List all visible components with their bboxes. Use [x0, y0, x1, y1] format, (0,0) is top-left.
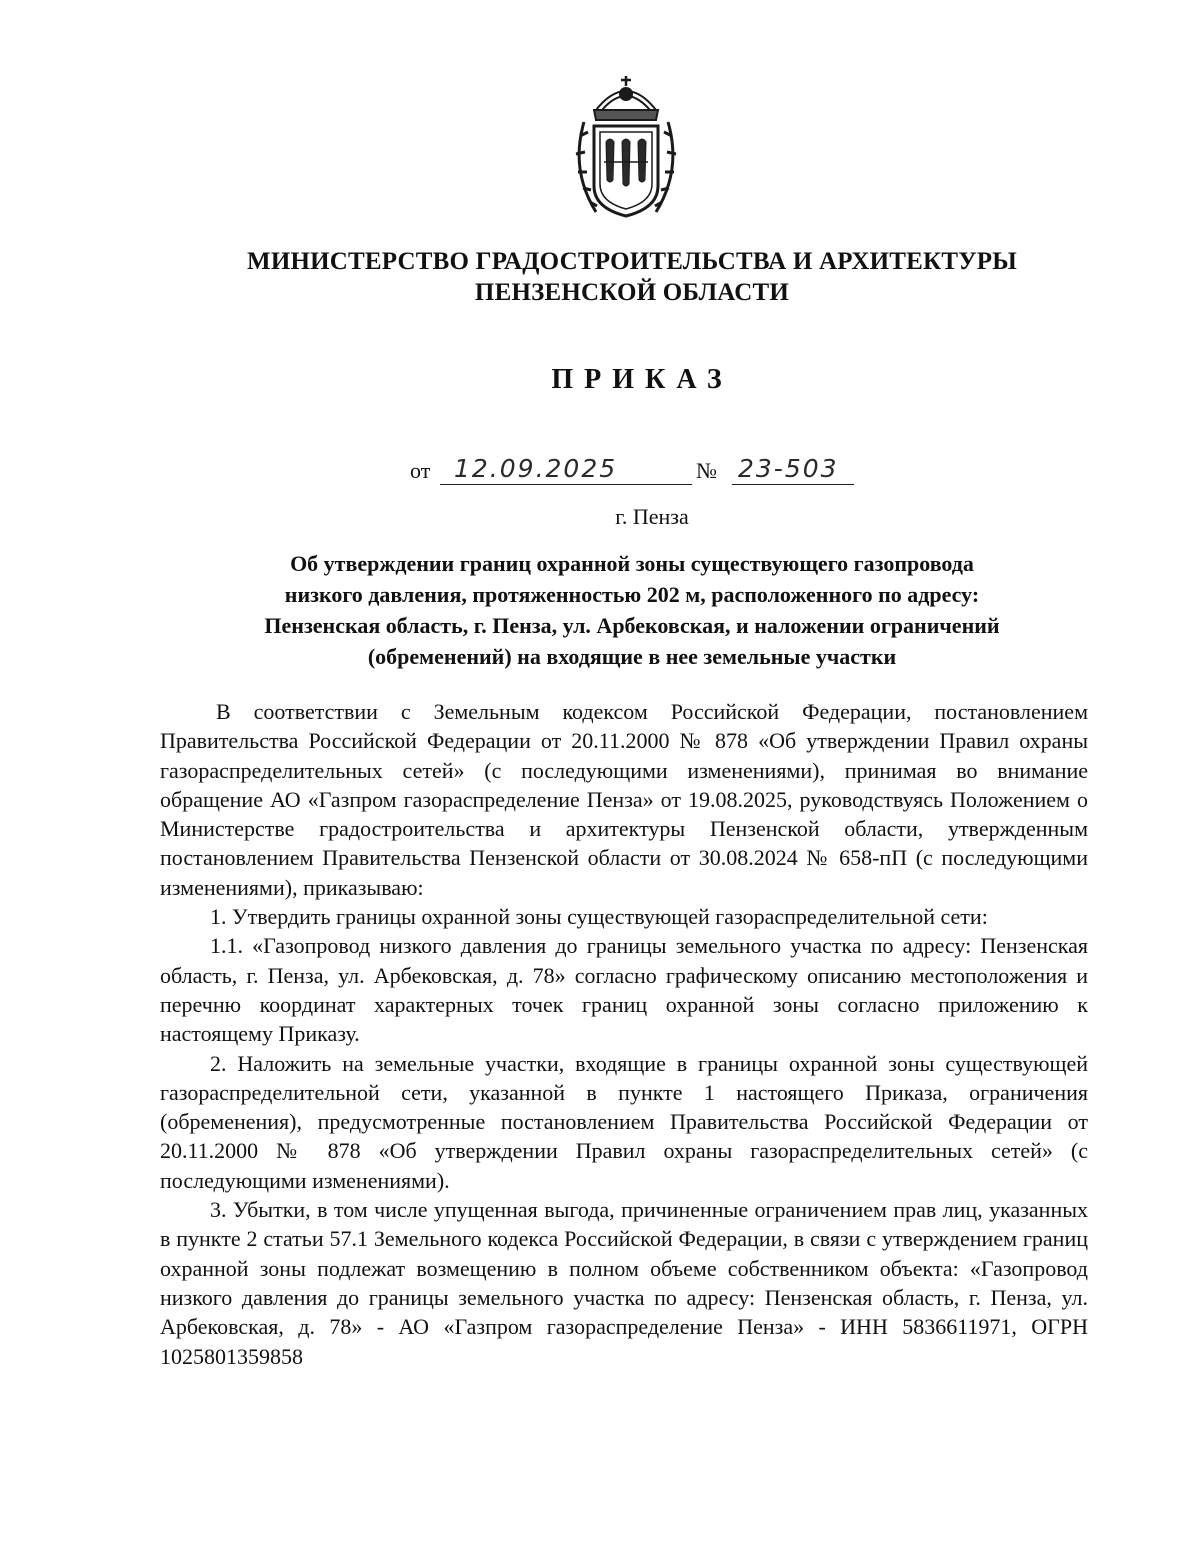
handwritten-date: 12.09.2025: [454, 454, 618, 483]
subject-line4: (обременений) на входящие в нее земельные участки: [367, 644, 897, 669]
ministry-name: [160, 246, 1104, 308]
subject-line2: низкого давления, протяженностью 202 м, расположенного по адресу:: [284, 582, 980, 607]
date-underline: [440, 484, 692, 485]
coat-of-arms-emblem: [566, 70, 686, 222]
preamble-paragraph: В соответствии с Земельным кодексом Российской Федерации, постановлением Правительства Российской Федерации от 20.11.2000 № 878 «Об утверждении Правил охраны газораспределительных сетей» (с последующими изменениями), принимая во внимание обращение АО «Газпром газораспределение Пенза» от 19.08.2025, руководствуясь Положением о Министерстве градостроительства и архитектуры Пензенской области, утвержденным постановлением Правительства Пензенской области от 30.08.2024 № 658-пП (с последующими изменениями), приказываю:: [160, 699, 1088, 900]
date-number-line: [410, 454, 870, 494]
item-1-paragraph: 1. Утвердить границы охранной зоны существующей газораспределительной сети:: [210, 904, 988, 930]
subject-line3: Пензенская область, г. Пенза, ул. Арбековская, и наложении ограничений: [264, 613, 1000, 638]
document-body: [160, 697, 1088, 1371]
date-label: от: [410, 458, 431, 483]
number-underline: [732, 484, 854, 485]
item-1-1-paragraph: 1.1. «Газопровод низкого давления до границы земельного участка по адресу: Пензенская область, г. Пенза, ул. Арбековская, д. 78» согласно графическому описанию местоположения и перечню координат характерных точек границ охранной зоны согласно приложению к настоящему Приказу.: [160, 933, 1088, 1047]
ministry-name-line2: ПЕНЗЕНСКОЙ ОБЛАСТИ: [474, 279, 790, 306]
ministry-name-line1: МИНИСТЕРСТВО ГРАДОСТРОИТЕЛЬСТВА И АРХИТЕКТУРЫ: [247, 248, 1017, 275]
document-subject: [160, 548, 1104, 672]
item-3-paragraph: 3. Убытки, в том числе упущенная выгода, причиненные ограничением прав лиц, указанных в пункте 2 статьи 57.1 Земельного кодекса Российской Федерации, в связи с утверждением границ охранной зоны подлежат возмещению в полном объеме собственником объекта: «Газопровод низкого давления до границы земельного участка по адресу: Пензенская область, г. Пенза, ул. Арбековская, д. 78» - АО «Газпром газораспределение Пенза» - ИНН 5836611971, ОГРН 1025801359858: [160, 1197, 1088, 1369]
item-2-paragraph: 2. Наложить на земельные участки, входящие в границы охранной зоны существующей газораспределительной сети, указанной в пункте 1 настоящего Приказа, ограничения (обременения), предусмотренные постановлением Правительства Российской Федерации от 20.11.2000 № 878 «Об утверждении Правил охраны газораспределительных сетей» (с последующими изменениями).: [160, 1050, 1088, 1193]
subject-line1: Об утверждении границ охранной зоны существующего газопровода: [290, 551, 974, 576]
number-label: №: [696, 458, 717, 483]
handwritten-number: 23-503: [738, 454, 839, 483]
city-line: г. Пенза: [615, 504, 689, 529]
document-type-title: ПРИКАЗ: [551, 364, 733, 395]
